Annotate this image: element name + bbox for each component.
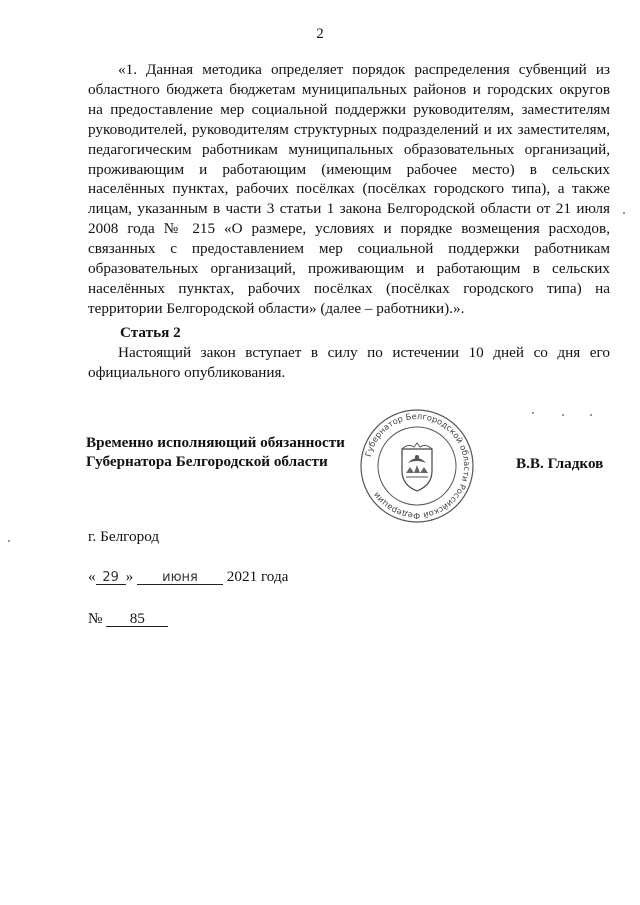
scan-speck [8,540,10,542]
paragraph-entry-into-force-text: Настоящий закон вступает в силу по истечении 10 дней со дня его официального опубликования. [88,344,610,381]
date-month-field [137,568,223,585]
article-title: Статья 2 [120,324,181,341]
signer-name: В.В. Гладков [516,455,604,472]
scan-speck [590,414,592,416]
scan-speck [562,414,564,416]
date-open-quote: « [88,568,96,585]
paragraph-methodology [88,60,610,319]
number-sign: № [88,610,103,627]
signer-position-line-1: Временно исполняющий обязанности [86,434,345,451]
scan-speck [532,412,534,414]
scan-speck [623,212,625,214]
paragraph-entry-into-force [88,343,610,383]
number-field [106,610,168,627]
seal-ring-textpath: Губернатор Белгородской области Российской Федерации [362,410,473,522]
number-value: 85 [129,610,145,627]
date-day-field [96,568,126,585]
official-seal [358,407,476,525]
page-number: 2 [316,26,324,42]
coat-of-arms-icon [402,443,432,491]
date-day: 29 [102,570,119,585]
date-close-quote: » [125,568,134,585]
date-month: июня [162,570,198,585]
signer-position [86,433,345,471]
city: г. Белгород [88,528,160,545]
paragraph-methodology-text: «1. Данная методика определяет порядок распределения субвенций из областного бюджета бюджетам муниципальных районов и городских округов на предоставление мер социальной поддержки руководителям, заместителям руководителей, руководителям структурных подразделений и их заместителям, педагогическим работникам муниципальных образовательных организаций, проживающим и работающим (имеющим рабочее место) в сельских населённых пунктах, рабочих посёлках (посёлках городского типа), а также лицам, указанным в части 3 статьи 1 закона Белгородской области от 21 июля 2008 года № 215 «О размере, условиях и порядке возмещения расходов, связанных с предоставлением мер социальной поддержки работникам образовательных организаций, проживающим и работающим в сельских населённых пунктах, рабочих посёлках (посёлках городского типа) на территории Белгородской области» (далее – работники).». [88,61,610,317]
document-number [88,610,168,628]
signer-position-line-2: Губернатора Белгородской области [86,453,328,470]
signing-date [88,568,288,586]
date-year: 2021 года [226,568,289,585]
